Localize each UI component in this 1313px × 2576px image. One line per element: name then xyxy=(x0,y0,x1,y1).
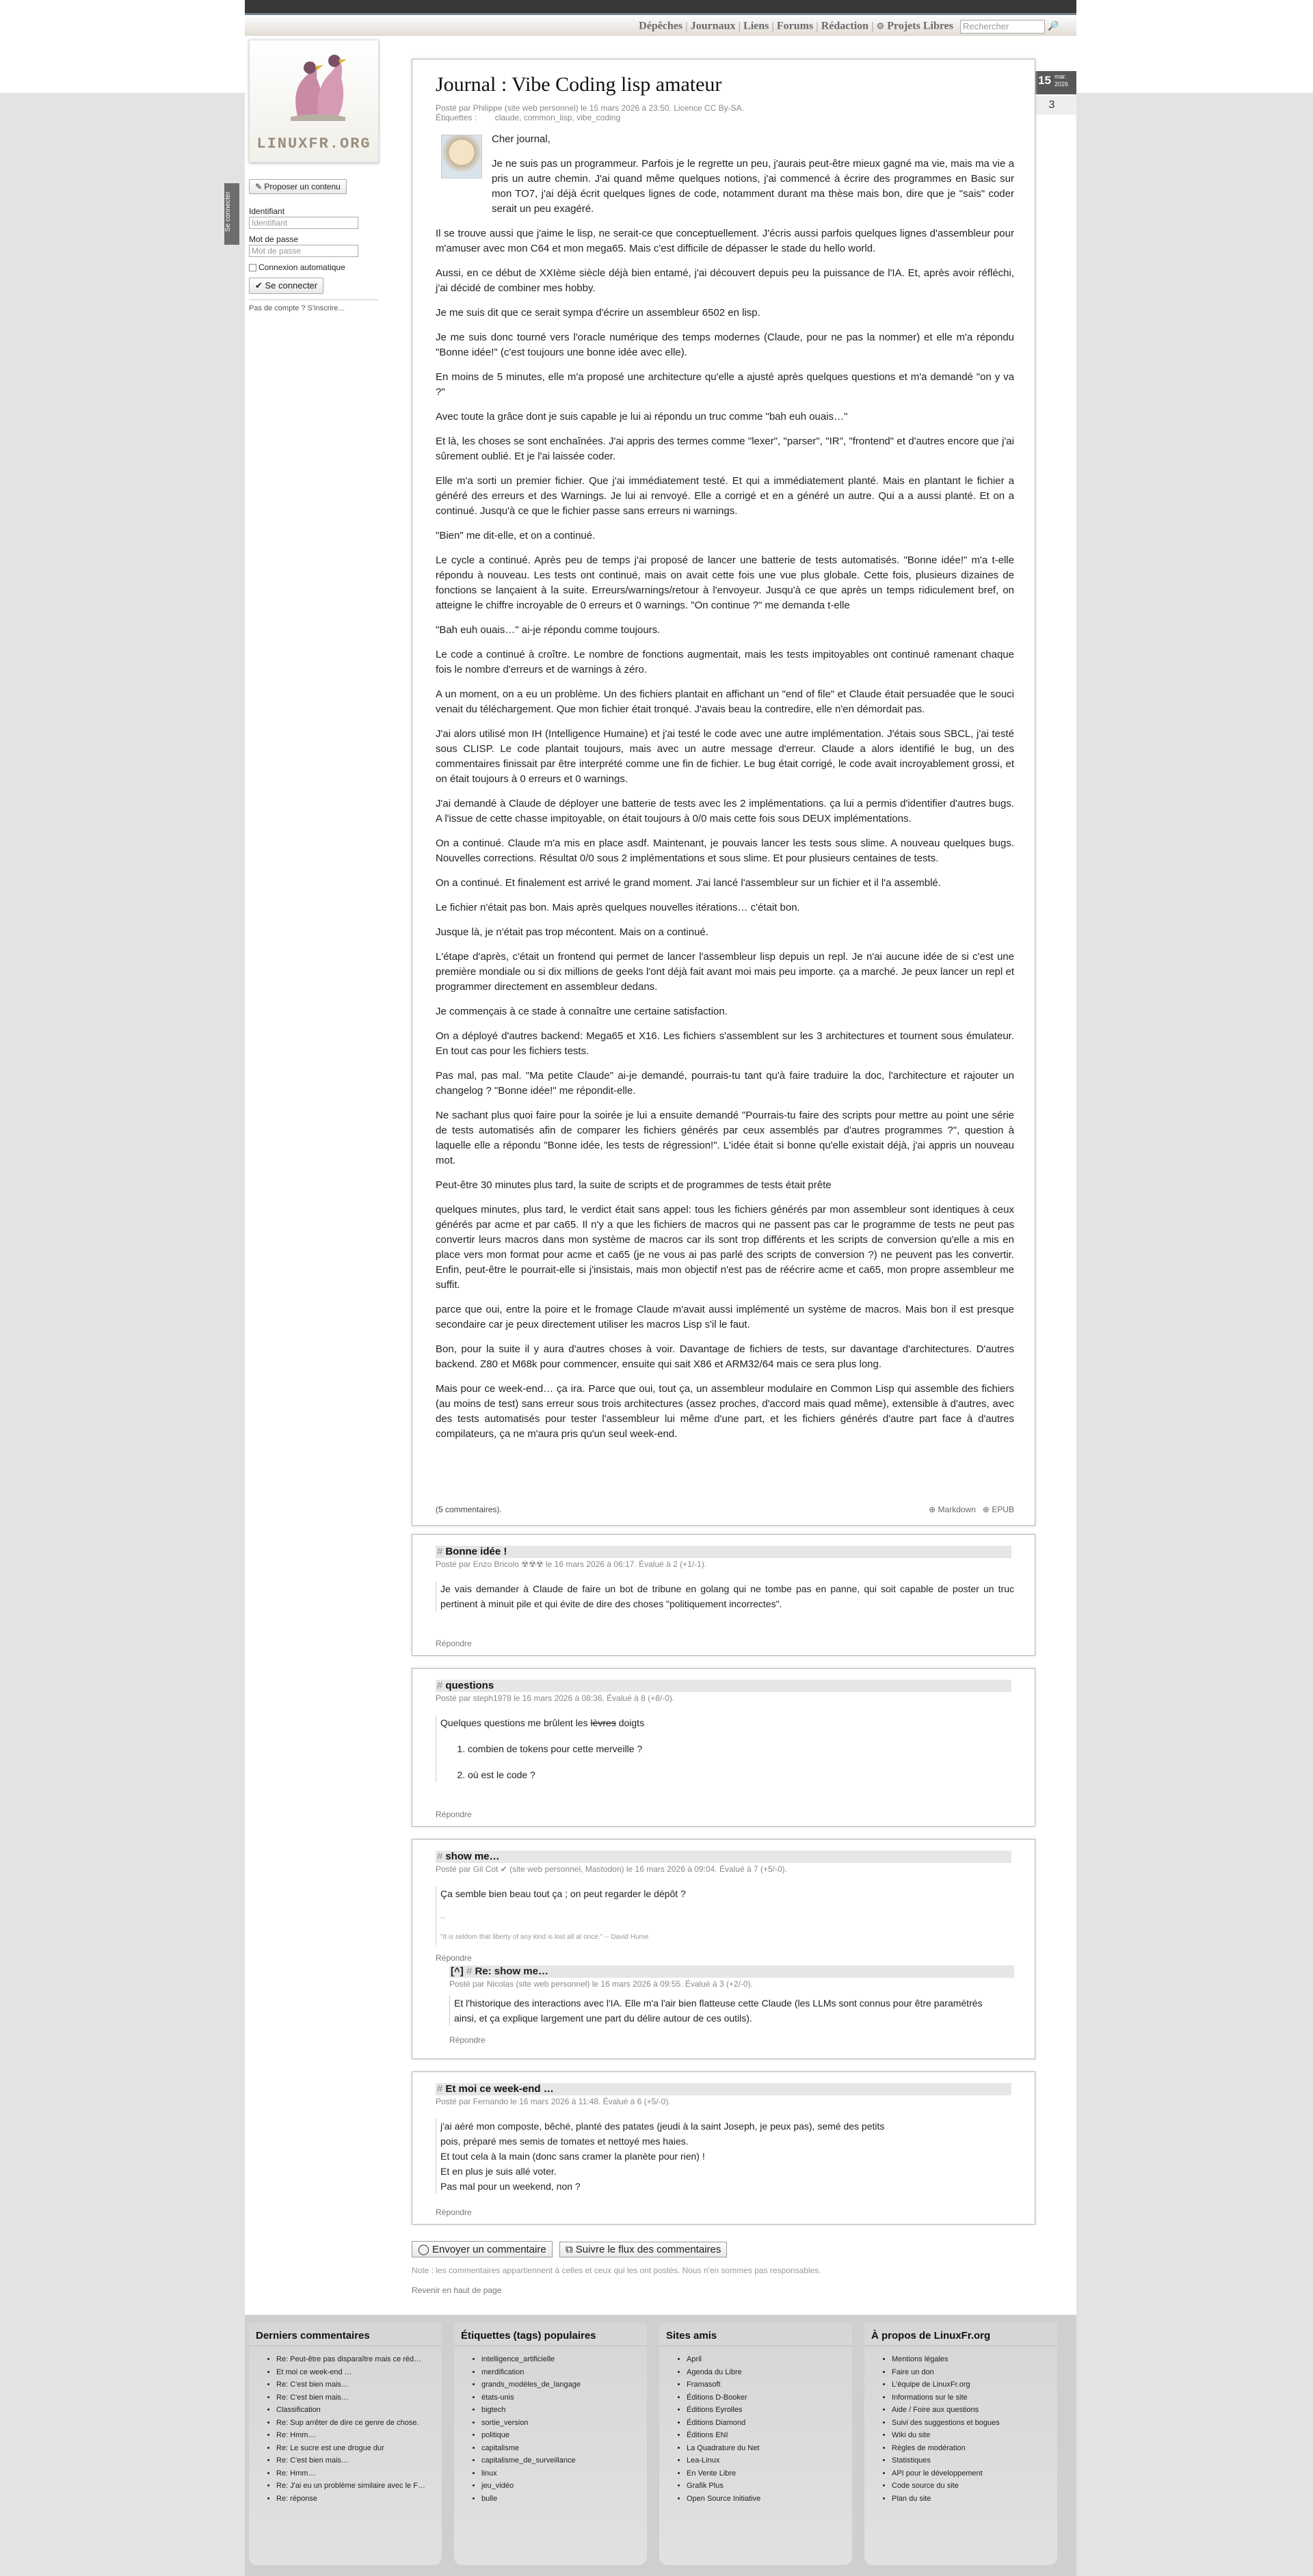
back-to-top-link[interactable]: Revenir en haut de page xyxy=(412,2285,502,2295)
comment-line: Et tout cela à la main (donc sans cramer la planète pour rien) ! xyxy=(440,2151,705,2162)
comment-title[interactable]: # show me… xyxy=(436,1851,1011,1863)
footer-link[interactable]: • Re: Le sucre est une drogue dur xyxy=(276,2442,442,2455)
footer-link[interactable]: • états-unis xyxy=(481,2391,647,2404)
penguins-logo-icon xyxy=(250,40,380,129)
article-tags[interactable]: Étiquettes : claude, common_lisp, vibe_coding xyxy=(436,113,621,122)
login-input[interactable]: Identifiant xyxy=(249,217,358,229)
footer-link[interactable]: • Aide / Foire aux questions xyxy=(892,2404,1057,2417)
connect-label: Se connecter xyxy=(265,280,318,291)
date-day: 15 xyxy=(1038,74,1051,87)
comment-title-text: Et moi ce week-end … xyxy=(445,2083,554,2095)
date-year: 2026 xyxy=(1055,81,1069,88)
article-paragraph: Avec toute la grâce dont je suis capable je lui ai répondu un truc comme "bah euh ouais…" xyxy=(436,411,848,422)
article-paragraph: "Bah euh ouais…" ai-je répondu comme toujours. xyxy=(436,624,661,636)
article-paragraph: Il se trouve aussi que j'aime le lisp, ne serait-ce que conceptuellement. J'écris aussi parfois quelques lignes d'assembleur pour m'amuser avec mon C64 et mon mega65. Mais c'est difficile de dépasser le stade du hello world. xyxy=(436,228,1014,254)
comment-title-text: show me… xyxy=(445,1851,500,1862)
comment-body: Et l'historique des interactions avec l'IA. Elle m'a l'air bien flatteuse cette Claude (les LLMs sont connus pour être paramétrés ainsi, et ça explique largement une part du délire autour de ces outils). xyxy=(449,1996,987,2026)
footer-link[interactable]: • Éditions Eyrolles xyxy=(687,2404,852,2417)
list-item: 1. combien de tokens pour cette merveille ? xyxy=(468,1741,1014,1756)
top-bar xyxy=(245,0,1076,15)
propose-content-button[interactable] xyxy=(249,179,347,194)
comment-meta: Posté par Nicolas (site web personnel) le 16 mars 2026 à 09:55. Évalué à 3 (+2/-0). xyxy=(449,1979,753,1989)
article-paragraph: On a déployé d'autres backend: Mega65 et X16. Les fichiers s'assemblent sur les 3 architectures et tournent sous émulateur. En tout cas pour les fichiers tests. xyxy=(436,1030,1014,1057)
article-footer xyxy=(436,1505,1014,1518)
remember-label: Connexion automatique xyxy=(258,263,345,272)
logo-text: LINUXFR.ORG xyxy=(256,135,371,152)
footer-link[interactable]: • Grafik Plus xyxy=(687,2480,852,2493)
article-paragraph: Le code a continué à croître. Le nombre de fonctions augmentait, mais les tests impitoyables ont continué ramenant chaque fois le nombre d'erreurs et de warnings à zéro. xyxy=(436,649,1014,675)
article-paragraph: Cher journal, xyxy=(492,133,551,145)
comment-body xyxy=(436,1581,1014,1611)
connect-button[interactable] xyxy=(249,278,323,294)
epub-link[interactable]: EPUB xyxy=(992,1505,1014,1514)
connect-tab[interactable]: Se connecter xyxy=(224,183,239,245)
footer-link[interactable]: • Éditions ENI xyxy=(687,2429,852,2442)
article-paragraph: J'ai demandé à Claude de déployer une batterie de tests avec les 2 implémentations. ça lui a permis d'identifier d'autres bugs. A l'issue de cette chasse impitoyable, on était toujours à 0/0 mais cette fois sous DEUX implémentations. xyxy=(436,798,1014,824)
reply-link[interactable]: Répondre xyxy=(436,1810,472,1819)
article-paragraph: "Bien" me dit-elle, et on a continué. xyxy=(436,530,596,541)
comment-line: pois, préparé mes semis de tomates et nettoyé mes haies. xyxy=(440,2136,689,2147)
footer-link[interactable]: • bulle xyxy=(481,2493,647,2506)
reply-link[interactable]: Répondre xyxy=(436,1953,472,1963)
footer-link[interactable]: • Re: Hmm… xyxy=(276,2429,442,2442)
footer-link[interactable]: • Re: réponse xyxy=(276,2493,442,2506)
nav-forums[interactable]: Forums xyxy=(776,20,814,32)
footer-link[interactable]: • grands_modèles_de_langage xyxy=(481,2378,647,2391)
download-icon: ⊕ xyxy=(929,1505,938,1514)
journal-article xyxy=(412,59,1035,1526)
article-paragraph: Pas mal, pas mal. "Ma petite Claude" ai-je demandé, pourrais-tu tant qu'à faire traduire la doc, l'architecture et rajouter un changelog ? "Bonne idée!" me répondit-elle. xyxy=(436,1070,1014,1097)
article-paragraph: Je me suis donc tourné vers l'oracle numérique des temps modernes (Claude, pour ne pas la nommer) et elle m'a répondu "Bonne idée!" (c'est toujours une bonne idée avec elle). xyxy=(436,332,1014,358)
footer-column-title: Étiquettes (tags) populaires xyxy=(454,2323,647,2346)
login-label: Identifiant xyxy=(249,206,285,216)
footer-column-about xyxy=(864,2323,1057,2565)
article-paragraph: Je me suis dit que ce serait sympa d'écrire un assembleur 6502 en lisp. xyxy=(436,307,760,319)
footer-link[interactable]: • Re: Sup arrêter de dire ce genre de chose. xyxy=(276,2417,442,2430)
comment-title[interactable]: [^] # Re: show me… xyxy=(449,1965,1014,1978)
comment-text: Ça semble bien beau tout ça ; on peut regarder le dépôt ? xyxy=(440,1888,686,1899)
date-month: mar. xyxy=(1055,73,1067,80)
footer-link[interactable]: • Re: C'est bien mais… xyxy=(276,2391,442,2404)
footer-column-tags xyxy=(454,2323,647,2565)
footer-link[interactable]: • Re: Peut-être pas disparaître mais ce réd… xyxy=(276,2353,442,2366)
comment-title-text: Re: show me… xyxy=(475,1965,548,1977)
article-paragraph: On a continué. Et finalement est arrivé le grand moment. J'ai lancé l'assembleur sur un fichier et il l'a assemblé. xyxy=(436,877,941,889)
comment-title-text: Bonne idée ! xyxy=(445,1546,507,1557)
footer-link[interactable]: • Code source du site xyxy=(892,2480,1057,2493)
footer-link[interactable]: • Statistiques xyxy=(892,2454,1057,2467)
footer-column-title: Derniers commentaires xyxy=(249,2323,442,2346)
footer-link[interactable]: • Lea-Linux xyxy=(687,2454,852,2467)
article-paragraph: Elle m'a sorti un premier fichier. Que j'ai immédiatement testé. Et qui a immédiatement planté. Mais en plantant le fichier a généré des erreurs et des Warnings. Je lui ai renvoyé. Elle a corrigé et en a généré un autre. Qui a a aussi planté. Et on a continué. Jusqu'à ce que le fichier passe sans erreurs ni warnings. xyxy=(436,475,1014,517)
list-item: 2. où est le code ? xyxy=(468,1767,1014,1782)
comment-title[interactable]: # questions xyxy=(436,1680,1011,1692)
article-paragraph: Bon, pour la suite il y aura d'autres choses à voir. Davantage de fichiers de tests, sur davantage d'architectures. D'autres backend. Z80 et M68k pour commencer, ensuite qui sait X86 et ARM32/64 mais ce sera plus long. xyxy=(436,1343,1014,1370)
comment-text: Je vais demander à Claude de faire un bot de tribune en golang qui ne tombe pas en panne, qui soit capable de poster un truc pertinent à minuit pile et qui évite de dire des choses "politiquement incorrectes". xyxy=(440,1583,1014,1609)
footer-link[interactable]: • Framasoft xyxy=(687,2378,852,2391)
footer-link[interactable]: • intelligence_artificielle xyxy=(481,2353,647,2366)
propose-content-label: Proposer un contenu xyxy=(264,182,341,191)
footer-column-title: À propos de LinuxFr.org xyxy=(864,2323,1057,2346)
footer-link[interactable]: • API pour le développement xyxy=(892,2467,1057,2480)
footer-link[interactable]: • merdification xyxy=(481,2366,647,2379)
follow-feed-button[interactable] xyxy=(559,2242,727,2257)
footer-link[interactable]: • Re: Hmm… xyxy=(276,2467,442,2480)
article-paragraph: J'ai alors utilisé mon IH (Intelligence Humaine) et j'ai testé le code avec une autre implémentation. J'étais sous SBCL, j'ai testé sous CLISP. Le code plantait toujours, mais avec un autre message d'erreur. Claude a alors identifié le bug, un des commentaires finissait par être interprété comme une fin de fichier. Le bug était corrigé, le code avait incroyablement grossi, et on était toujours à 0 erreurs et 0 warnings. xyxy=(436,728,1014,785)
comment-title[interactable]: # Et moi ce week-end … xyxy=(436,2083,1011,2095)
parent-link[interactable]: [^] xyxy=(451,1965,464,1977)
footer-link[interactable]: • Suivi des suggestions et bogues xyxy=(892,2417,1057,2430)
comment-line: Pas mal pour un weekend, non ? xyxy=(440,2181,581,2192)
article-paragraph: Peut-être 30 minutes plus tard, la suite de scripts et de programmes de tests était prête xyxy=(436,1179,832,1191)
comment-title-text: questions xyxy=(445,1680,494,1691)
footer-link[interactable]: • politique xyxy=(481,2429,647,2442)
comments-note-disclaimer: Note : les commentaires appartiennent à celles et ceux qui les ont postés. Nous n'en sommes pas responsables. xyxy=(412,2266,821,2275)
feed-icon: ⧉ xyxy=(565,2244,576,2255)
comments-count-badge[interactable]: 3 xyxy=(1027,96,1076,115)
footer-link[interactable]: • Faire un don xyxy=(892,2366,1057,2379)
site-logo[interactable] xyxy=(249,40,379,163)
footer-link[interactable]: • Open Source Initiative xyxy=(687,2493,852,2506)
signature: "It is seldom that liberty of any kind is lost all at once." -- David Hume xyxy=(440,1933,649,1941)
footer-link[interactable]: • Re: J'ai eu un problème similaire avec le F… xyxy=(276,2480,442,2493)
footer-column-title: Sites amis xyxy=(659,2323,852,2346)
footer-link[interactable]: • Re: C'est bien mais… xyxy=(276,2454,442,2467)
comment-title[interactable]: # Bonne idée ! xyxy=(436,1546,1011,1558)
article-paragraph: Le fichier n'était pas bon. Mais après quelques nouvelles itérations… c'était bon. xyxy=(436,902,800,913)
footer-link[interactable]: • Informations sur le site xyxy=(892,2391,1057,2404)
article-paragraph: On a continué. Claude m'a mis en place asdf. Maintenant, je pouvais lancer les tests sous slime. A nouveau quelques bugs. Nouvelles corrections. Résultat 0/0 sous 2 implémentations et sous slime. Et pour plusieurs centaines de tests. xyxy=(436,837,1014,864)
footer-column-comments xyxy=(249,2323,442,2565)
footer-link[interactable]: • sortie_version xyxy=(481,2417,647,2430)
search-input[interactable]: Rechercher xyxy=(960,20,1045,33)
article-paragraph: Je ne suis pas un programmeur. Parfois je le regrette un peu, j'aurais peut-être mieux gagné ma vie, mais ma vie a pris un autre chemin. J'ai quand même quelques notions, j'ai commencé à écrire des programmes en Basic sur mon TO7, j'ai déjà écrit quelques lignes de code, notamment durant ma thèse mais bon, dire que je "sais" coder serait un peu exagéré. xyxy=(492,158,1014,215)
signup-link[interactable]: Pas de compte ? S'inscrire... xyxy=(249,299,379,312)
comment-body xyxy=(436,2119,1014,2194)
comment-meta: Posté par Fernando le 16 mars 2026 à 11:48. Évalué à 6 (+5/-0). xyxy=(436,2097,671,2106)
comment-meta: Posté par steph1978 le 16 mars 2026 à 08:36. Évalué à 8 (+8/-0). xyxy=(436,1693,675,1703)
send-comment-button[interactable] xyxy=(412,2241,553,2257)
footer-link[interactable]: • jeu_vidéo xyxy=(481,2480,647,2493)
login-form xyxy=(249,179,379,312)
article-paragraph: Ne sachant plus quoi faire pour la soirée je lui a ensuite demandé "Pourrais-tu faire des scripts pour mettre au point une série de tests automatisés afin de comparer les fichiers générés par ceux assemblés par d'autres programmes ?", question à laquelle elle a répondu "Bonne idée, les tests de régression!". L'idée était si bonne qu'elle existait déjà, j'ai appris un nouveau mot. xyxy=(436,1110,1014,1166)
comment-text: Quelques questions me brûlent les xyxy=(440,1717,591,1728)
comment-strike-text: lèvres xyxy=(590,1717,616,1728)
comment-body xyxy=(436,1715,1014,1782)
comment xyxy=(412,1839,1035,2059)
page-wrapper xyxy=(224,0,1076,2576)
footer-link[interactable]: • Classification xyxy=(276,2404,442,2417)
comment-text: doigts xyxy=(615,1717,645,1728)
article-paragraph: Mais pour ce week-end… ça ira. Parce que oui, tout ça, un assembleur modulaire en Common Lisp qui assemble des fichiers (au moins de test) sans erreur sous trois architectures (assez proches, d'accord mais quad même), extensible à d'autres, avec des tests automatisés pour tester l'assembleur lui même d'une part, et les fichiers générés d'autre part face à d'autres compilateurs, ça ne m'aura pris qu'un seul week-end. xyxy=(436,1383,1014,1440)
article-paragraph: Je commençais à ce stade à connaître une certaine satisfaction. xyxy=(436,1006,728,1017)
reply-link[interactable]: Répondre xyxy=(436,2208,472,2217)
footer-link[interactable]: • Éditions Diamond xyxy=(687,2417,852,2430)
footer-link[interactable]: • La Quadrature du Net xyxy=(687,2442,852,2455)
article-paragraph: L'étape d'après, c'était un frontend qui permet de lancer l'assembleur lisp depuis un repl. Je n'ai aucune idée de si c'est une première mondiale ou si dix millions de geeks l'ont déjà fait avant moi mais peu importe. ça a marché. Je peux lancer un repl et programmer directement en assembleur dedans. xyxy=(436,951,1014,993)
remember-checkbox[interactable] xyxy=(249,264,256,271)
footer-link[interactable]: • Agenda du Libre xyxy=(687,2366,852,2379)
article-paragraph: quelques minutes, plus tard, le verdict était sans appel: tous les fichiers générés par mon assembleur sont identiques à ceux générés par acme et par ca65. Il n'y a que les fichiers de macros qui ne passent pas car le programme de tests ne peut pas convertir leurs macros dans mon système de macros car ils sont trop différents et les scripts de conversion qu'elle a mis en place vers mon format pour acme et ca65 (je ne vous ai pas parlé des scripts de conversion ?) ne peuvent pas les convertir. Enfin, peut-être le pourrait-elle si j'insistais, mais mon objectif n'est pas de réécrire acme et ca65, mon propre assembleur me suffit. xyxy=(436,1204,1014,1291)
comment-actions xyxy=(412,2241,731,2257)
footer-link[interactable]: • bigtech xyxy=(481,2404,647,2417)
article-paragraph: Et là, les choses se sont enchaînées. J'ai appris des termes comme "lexer", "parser", "IR", "frontend" et d'autres encore que j'ai sûrement oublié. Et je l'ai laissée coder. xyxy=(436,435,1014,462)
comment-line: j'ai aéré mon composte, bêché, planté des patates (jeudi à la saint Joseph, je peux pas), semé des petits xyxy=(440,2121,885,2132)
footer-link[interactable]: • En Vente Libre xyxy=(687,2467,852,2480)
article-title: Journal : Vibe Coding lisp amateur xyxy=(436,73,722,96)
projects-icon: ⚙ xyxy=(876,21,885,31)
main-nav: Dépêches | Journaux | Liens | Forums | Rédaction | ⚙ Projets Libres Rechercher 🔎 xyxy=(639,20,1060,33)
password-label: Mot de passe xyxy=(249,234,299,244)
nav-depeches[interactable]: Dépêches xyxy=(639,20,683,32)
article-paragraph: Jusque là, je n'était pas trop mécontent. Mais on a continué. xyxy=(436,926,708,938)
comments-note[interactable]: (5 commentaires). xyxy=(436,1505,502,1514)
password-input[interactable]: Mot de passe xyxy=(249,245,358,257)
reply-link[interactable]: Répondre xyxy=(449,2035,486,2045)
footer-link[interactable]: • Et moi ce week-end … xyxy=(276,2366,442,2379)
article-paragraph: En moins de 5 minutes, elle m'a proposé une architecture qu'elle a ajusté après quelques questions et m'a demandé "on y va ?" xyxy=(436,371,1014,398)
footer-link[interactable]: • L'équipe de LinuxFr.org xyxy=(892,2378,1057,2391)
comment xyxy=(412,1534,1035,1656)
article-body xyxy=(436,132,1014,1451)
nav-redaction[interactable]: Rédaction xyxy=(821,20,869,32)
site-footer xyxy=(245,2315,1076,2576)
menu-bar xyxy=(245,17,1076,36)
comment-line: Et en plus je suis allé voter. xyxy=(440,2166,557,2177)
footer-column-friends xyxy=(659,2323,852,2565)
nav-liens[interactable]: Liens xyxy=(743,20,769,32)
reply-link[interactable]: Répondre xyxy=(436,1639,472,1648)
remember-me[interactable] xyxy=(249,263,379,272)
footer-link[interactable]: • Wiki du site xyxy=(892,2429,1057,2442)
nav-projets-libres[interactable]: Projets Libres xyxy=(887,20,953,32)
nested-comment xyxy=(449,1965,1014,2045)
comment-body xyxy=(436,1886,1014,1945)
article-meta: Posté par Philippe (site web personnel) le 15 mars 2026 à 23:50. Licence CC By‑SA. xyxy=(436,103,744,113)
pencil-icon: ✎ xyxy=(255,182,265,191)
comment-icon: ◯ xyxy=(418,2244,432,2255)
article-paragraph: A un moment, on a eu un problème. Un des fichiers plantait en affichant un "end of file" et Claude était persuadée que le souci venait du téléchargement. Que mon fichier était tronqué. J'avais beau la contredire, elle n'en démordait pas. xyxy=(436,688,1014,715)
send-comment-label: Envoyer un commentaire xyxy=(432,2244,546,2255)
check-icon: ✔ xyxy=(255,280,265,291)
article-paragraph: Le cycle a continué. Après peu de temps j'ai proposé de lancer une batterie de tests automatisés. "Bonne idée!" m'a t-elle répondu à nouveau. Les tests ont continué, mais on avait cette fois une vue plus globale. Cette fois, plusieurs dizaines de fonctions se lançaient à la suite. Erreurs/warnings/retour à l'envoyeur. Jusqu'à ce que après un temps ridiculement bref, on atteigne le chiffre incroyable de 0 erreurs et 0 warnings. "On continue ?" me demanda t-elle xyxy=(436,554,1014,611)
comment-meta: Posté par Gil Cot ✔ (site web personnel, Mastodon) le 16 mars 2026 à 09:04. Évalué à 7 (+5/-0). xyxy=(436,1864,787,1874)
footer-link[interactable]: • capitalisme xyxy=(481,2442,647,2455)
footer-link[interactable]: • Éditions D-Booker xyxy=(687,2391,852,2404)
footer-link[interactable]: • Plan du site xyxy=(892,2493,1057,2506)
footer-link[interactable]: • Re: C'est bien mais… xyxy=(276,2378,442,2391)
footer-link[interactable]: • Mentions légales xyxy=(892,2353,1057,2366)
footer-link[interactable]: • capitalisme_de_surveillance xyxy=(481,2454,647,2467)
footer-link[interactable]: • linux xyxy=(481,2467,647,2480)
comment xyxy=(412,2071,1035,2225)
comment xyxy=(412,1668,1035,1827)
follow-feed-label: Suivre le flux des commentaires xyxy=(575,2244,721,2255)
signature-dash: -- xyxy=(440,1914,445,1922)
article-paragraph: parce que oui, entre la poire et le fromage Claude m'avait aussi implémenté un système de macros. Mais bon il est presque secondaire car je peux directement utiliser les macros Lisp s'il le faut. xyxy=(436,1304,1014,1330)
nav-journaux[interactable]: Journaux xyxy=(690,20,736,32)
footer-link[interactable]: • Règles de modération xyxy=(892,2442,1057,2455)
comment-meta: Posté par Enzo Bricolo ☢☢☢ le 16 mars 2026 à 06:17. Évalué à 2 (+1/-1). xyxy=(436,1559,707,1569)
article-paragraph: Aussi, en ce début de XXIème siècle déjà bien entamé, j'ai découvert depuis peu la puissance de l'IA. Et, après avoir réfléchi, j'ai décidé de combiner mes hobby. xyxy=(436,267,1014,294)
footer-link[interactable]: • April xyxy=(687,2353,852,2366)
markdown-link[interactable]: Markdown xyxy=(938,1505,976,1514)
download-icon: ⊕ xyxy=(982,1505,992,1514)
search-icon[interactable]: 🔎 xyxy=(1048,21,1059,31)
